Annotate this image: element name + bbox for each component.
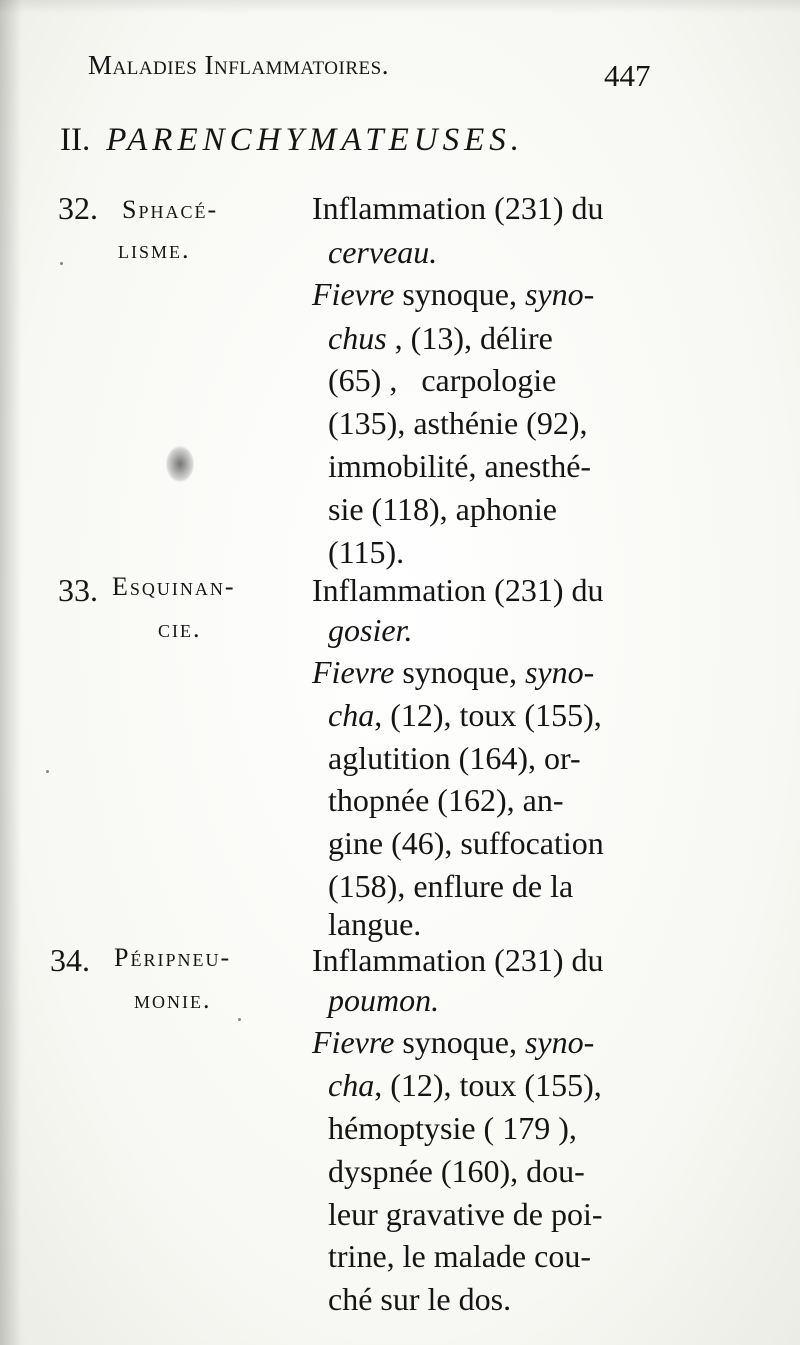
entry-text-line: (115). (328, 534, 405, 570)
entry-text-line (312, 276, 594, 313)
fievre-label: Fievre (312, 276, 395, 312)
page-edge-shadow (0, 0, 22, 1345)
symptom-text: synoque, (394, 276, 525, 312)
running-head: Maladies Inflammatoires. (88, 50, 389, 80)
fievre-label: Fievre (312, 1024, 395, 1060)
entry-text-line: gine (46), suffocation (328, 825, 604, 861)
symptom-text: synoque, (394, 654, 525, 690)
entry-text-line: leur gravative de poi- (328, 1196, 603, 1232)
latin-term: cha (328, 697, 375, 733)
latin-term: cha (328, 1067, 375, 1103)
entry-name-continued: cie. (158, 614, 202, 643)
entry-number: 34. (50, 942, 90, 978)
organ-name: poumon. (328, 982, 440, 1018)
entry-name-continued: monie. (134, 985, 212, 1014)
entry-text-line (312, 1024, 594, 1061)
entry-text-line: aglutition (164), or- (328, 740, 581, 776)
latin-term: syno- (524, 1024, 595, 1060)
entry-text-line (328, 1067, 602, 1104)
entry-text-line: thopnée (162), an- (328, 782, 564, 818)
section-heading (60, 122, 524, 159)
symptom-text: , (12), toux (155), (374, 697, 602, 733)
ink-speck (60, 262, 63, 265)
section-title: PARENCHYMATEUSES. (106, 122, 524, 158)
entry-name: Péripneu- (114, 943, 232, 972)
entry-text-line (328, 320, 553, 357)
entry-text-line: Inflammation (231) du (312, 572, 604, 608)
entry-name: Sphacé- (122, 195, 219, 224)
entry-text-line: Inflammation (231) du (312, 190, 604, 226)
ink-smudge (166, 446, 194, 482)
organ-name: cerveau. (328, 234, 438, 270)
entry-text-line: ché sur le dos. (328, 1281, 512, 1317)
entry-number: 33. (58, 572, 98, 608)
page-top-shadow (0, 0, 800, 14)
entry-text-line: immobilité, anesthé- (328, 448, 592, 484)
symptom-text: , (13), délire (386, 320, 553, 356)
entry-name-continued: lisme. (118, 235, 191, 264)
fievre-label: Fievre (312, 654, 395, 690)
entry-name: Esquinan- (112, 572, 236, 601)
latin-term: syno- (524, 654, 595, 690)
ink-speck (238, 1018, 241, 1021)
entry-text-line: (158), enflure de la (328, 868, 574, 904)
latin-term: syno- (524, 276, 595, 312)
entry-text-line: sie (118), aphonie (328, 491, 557, 527)
entry-text-line (328, 697, 602, 734)
entry-text-line: trine, le malade cou- (328, 1238, 591, 1274)
entry-text-line: hémoptysie ( 179 ), (328, 1110, 577, 1146)
entry-text-line: (65) , carpologie (328, 362, 557, 398)
entry-text-line: langue. (328, 906, 422, 942)
section-numeral: II. (60, 122, 91, 158)
ink-speck (46, 770, 49, 773)
entry-text-line: dyspnée (160), dou- (328, 1153, 585, 1189)
organ-name: gosier. (328, 612, 413, 648)
symptom-text: synoque, (394, 1024, 525, 1060)
entry-text-line: Inflammation (231) du (312, 942, 604, 978)
entry-text-line: (135), asthénie (92), (328, 405, 588, 441)
entry-number: 32. (58, 190, 98, 226)
latin-term: chus (328, 320, 387, 356)
symptom-text: , (12), toux (155), (374, 1067, 602, 1103)
page-number: 447 (604, 58, 651, 93)
entry-text-line (312, 654, 594, 691)
